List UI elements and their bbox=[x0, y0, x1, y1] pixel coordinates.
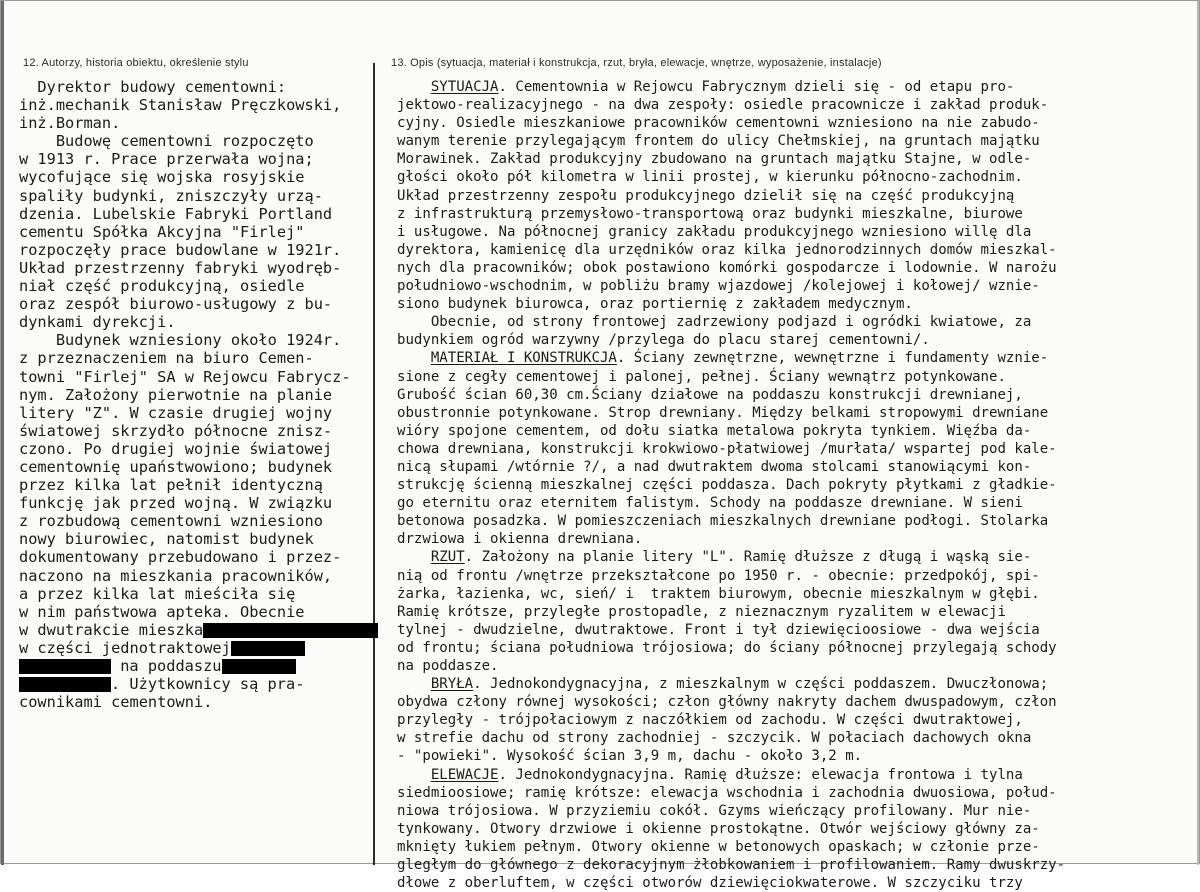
line-text: . Jednokondygnacyjna, z mieszkalnym w części poddaszem. Dwuczłonowa; bbox=[473, 676, 1049, 693]
text-line bbox=[397, 96, 1187, 114]
text-line bbox=[397, 766, 1187, 784]
text-line bbox=[19, 241, 371, 259]
line-text: siono budynek biurowca, oraz portiernię z zakładem medycznym. bbox=[397, 296, 913, 313]
text-line bbox=[19, 512, 371, 530]
line-text: w strefie dachu od strony zachodniej - szczycik. W połaciach dachowych okna bbox=[397, 730, 1032, 747]
text-line bbox=[397, 784, 1187, 802]
line-text: cementu Spółka Akcyjna "Firlej" bbox=[19, 222, 305, 241]
line-text: niał część produkcyjną, osiedle bbox=[19, 277, 305, 296]
text-line bbox=[397, 675, 1187, 693]
text-line bbox=[19, 621, 371, 639]
text-line bbox=[397, 856, 1187, 874]
text-line bbox=[397, 349, 1187, 367]
line-text: obydwa człony równej wysokości; człon główny nakryty dachem dwuspadowym, człon bbox=[397, 694, 1057, 711]
line-text: inż.Borman. bbox=[19, 114, 121, 133]
page-edge-right bbox=[1197, 1, 1199, 865]
text-line bbox=[397, 331, 1187, 349]
line-indent bbox=[397, 79, 431, 95]
line-text: dzenia. Lubelskie Fabryki Portland bbox=[19, 204, 333, 223]
line-text: dłowe z oberluftem, w części otworów dziewięciokwaterowe. W szczyciku trzy bbox=[397, 875, 1023, 892]
text-line bbox=[397, 187, 1187, 205]
line-text: funkcję jak przed wojną. W związku bbox=[19, 494, 333, 513]
line-text: dynkami dyrekcji. bbox=[19, 313, 176, 332]
text-line bbox=[397, 639, 1187, 657]
text-line bbox=[397, 241, 1187, 259]
text-line bbox=[397, 458, 1187, 476]
text-line bbox=[19, 277, 371, 295]
line-text: głości około pół kilometra w linii prostej, w kierunku północno-zachodnim. bbox=[397, 169, 1023, 186]
text-line bbox=[397, 874, 1187, 892]
text-line bbox=[397, 603, 1187, 621]
text-line bbox=[397, 132, 1187, 150]
line-text: . Założony na planie litery "L". Ramię dłuższe z długą i wąską sie- bbox=[464, 549, 1032, 566]
description-column bbox=[397, 78, 1187, 892]
text-line bbox=[397, 223, 1187, 241]
text-line bbox=[397, 386, 1187, 404]
text-line bbox=[397, 802, 1187, 820]
line-text: z infrastrukturą przemysłowo-transportową oraz budynki mieszkalne, biurowe bbox=[397, 205, 1023, 222]
section-13-header: 13. Opis (sytuacja, materiał i konstrukcja, rzut, bryła, elewacje, wnętrze, wyposażenie, instalacje) bbox=[391, 57, 882, 69]
line-text: cyjny. Osiedle mieszkaniowe pracowników cementowni wzniesiono na nie zabudo- bbox=[397, 115, 1040, 132]
line-text: w 1913 r. Prace przerwała wojna; bbox=[19, 150, 314, 169]
line-text: Ramię krótsze, przyległe prostopadle, z nieznacznym ryzalitem w elewacji bbox=[397, 603, 1006, 620]
text-line bbox=[397, 747, 1187, 765]
line-text: w części jednotraktowej bbox=[19, 638, 231, 657]
text-line bbox=[19, 295, 371, 313]
line-text: Układ przestrzenny zespołu produkcyjnego dzielił się na część produkcyjną bbox=[397, 187, 1015, 204]
line-text: rozpoczęły prace budowlane w 1921r. bbox=[19, 240, 342, 259]
text-line bbox=[19, 386, 371, 404]
line-text: nym. Założony pierwotnie na planie bbox=[19, 385, 333, 404]
text-line bbox=[397, 168, 1187, 186]
text-line bbox=[19, 639, 371, 657]
line-text: na poddasze. bbox=[397, 658, 499, 674]
line-text: drzwiowa i okienna drewniana. bbox=[397, 531, 643, 548]
text-line bbox=[397, 585, 1187, 603]
text-line bbox=[397, 838, 1187, 856]
text-line bbox=[19, 259, 371, 277]
line-text: wycofujące się wojska rosyjskie bbox=[19, 168, 305, 187]
line-text: niowa trójosiowa. W przyziemiu cokół. Gzyms wieńczący profilowany. Mur nie- bbox=[397, 802, 1032, 819]
line-indent bbox=[397, 549, 431, 565]
line-text: budynkiem ogród warzywny /przylega do placu starej cementowni/. bbox=[397, 332, 930, 349]
section-heading: SYTUACJA bbox=[430, 79, 499, 95]
line-text: cementownię upaństwowiono; budynek bbox=[19, 457, 333, 476]
line-text: Budowę cementowni rozpoczęto bbox=[19, 132, 314, 151]
text-line bbox=[19, 693, 371, 711]
text-line bbox=[397, 711, 1187, 729]
text-line bbox=[19, 114, 371, 132]
line-text: oraz zespół biurowo-usługowy z bu- bbox=[19, 295, 333, 314]
line-text: od frontu; ściana południowa trójosiowa; do ściany północnej przylegają schody bbox=[397, 639, 1057, 656]
line-text: Morawinek. Zakład produkcyjny zbudowano na gruntach majątku Stajne, w odle- bbox=[397, 151, 1032, 168]
text-line bbox=[397, 277, 1187, 295]
text-line bbox=[19, 603, 371, 621]
line-text: sione z cegły cementowej i palonej, pełnej. Ściany wewnątrz potynkowane. bbox=[397, 368, 1006, 385]
text-line bbox=[397, 78, 1187, 96]
line-text: towni "Firlej" SA w Rejowcu Fabrycz- bbox=[19, 367, 351, 386]
line-indent bbox=[397, 676, 431, 692]
redaction-bar bbox=[231, 641, 305, 656]
line-text: cownikami cementowni. bbox=[19, 693, 213, 712]
text-line bbox=[19, 96, 371, 114]
line-indent bbox=[397, 350, 431, 366]
line-text: dyrektora, kamienicę dla urzędników oraz kilka jednorodzinnych domów mieszkal- bbox=[397, 241, 1057, 258]
text-line bbox=[397, 820, 1187, 838]
text-line bbox=[397, 548, 1187, 566]
line-indent bbox=[397, 767, 431, 783]
line-text: czono. Po drugiej wojnie światowej bbox=[19, 439, 333, 458]
line-text: . Użytkownicy są pra- bbox=[111, 675, 305, 694]
text-line bbox=[19, 78, 371, 96]
text-line bbox=[19, 132, 371, 150]
line-text: z przeznaczeniem na biuro Cemen- bbox=[19, 349, 314, 368]
line-text: w nim państwowa apteka. Obecnie bbox=[19, 602, 305, 621]
line-text: mknięty łukiem pełnym. Otwory okienne w betonowych opaskach; w członie prze- bbox=[397, 838, 1040, 855]
line-text: południowo-wschodnim, w pobliżu bramy wjazdowej /kolejowej i kołowej/ wznie- bbox=[397, 278, 1040, 295]
text-line bbox=[19, 585, 371, 603]
line-text: i usługowe. Na północnej granicy zakładu produkcyjnego wzniesiono willę dla bbox=[397, 223, 1032, 240]
line-text: tylnej - dwudzielne, dwutraktowe. Front i tył dziewięcioosiowe - dwa wejścia bbox=[397, 621, 1040, 638]
redaction-bar bbox=[19, 659, 111, 674]
line-text: nicą słupami /wtórnie ?/, a nad dwutraktem dwoma stolcami stanowiącymi kon- bbox=[397, 458, 1032, 475]
line-text: nowy biurowiec, natomist budynek bbox=[19, 530, 314, 549]
line-text: Budynek wzniesiony około 1924r. bbox=[19, 331, 342, 350]
text-line bbox=[397, 404, 1187, 422]
text-line bbox=[19, 150, 371, 168]
line-text: chowa drewniana, konstrukcji krokwiowo-płatwiowej /murłata/ wspartej pod kale- bbox=[397, 440, 1057, 457]
line-text: z rozbudową cementowni wzniesiono bbox=[19, 512, 323, 531]
line-text: obustronnie potynkowane. Strop drewniany. Między belkami stropowymi drewniane bbox=[397, 404, 1049, 421]
text-line bbox=[19, 458, 371, 476]
text-line bbox=[397, 259, 1187, 277]
text-line bbox=[19, 422, 371, 440]
line-text: Obecnie, od strony frontowej zadrzewiony podjazd i ogródki kwiatowe, za bbox=[397, 314, 1032, 331]
text-line bbox=[397, 150, 1187, 168]
text-line bbox=[397, 313, 1187, 331]
line-text: a przez kilka lat mieściła się bbox=[19, 584, 296, 603]
line-text: przyległy - trójpołaciowym z naczółkiem od zachodu. W części dwutraktowej, bbox=[397, 712, 1023, 729]
text-line bbox=[397, 295, 1187, 313]
text-line bbox=[19, 205, 371, 223]
text-line bbox=[19, 404, 371, 422]
line-text: nią od frontu /wnętrze przekształcone po 1950 r. - obecnie: przedpokój, spi- bbox=[397, 567, 1040, 584]
line-text: strukcję ścienną mieszkalnej części poddasza. Dach pokryty płytkami z gładkie- bbox=[397, 477, 1057, 494]
line-text: siedmioosiowe; ramię krótsze: elewacja wschodnia i zachodnia dwuosiowa, połud- bbox=[397, 784, 1057, 801]
text-line bbox=[397, 494, 1187, 512]
section-heading: BRYŁA bbox=[430, 676, 474, 693]
line-text: inż.mechanik Stanisław Pręczkowski, bbox=[19, 96, 342, 115]
line-text: litery "Z". W czasie drugiej wojny bbox=[19, 403, 333, 422]
text-line bbox=[19, 657, 371, 675]
text-line bbox=[397, 440, 1187, 458]
text-line bbox=[19, 313, 371, 331]
column-divider bbox=[373, 63, 375, 865]
section-12-header: 12. Autorzy, historia obiektu, określenie stylu bbox=[23, 57, 249, 69]
text-line bbox=[19, 494, 371, 512]
text-line bbox=[19, 223, 371, 241]
text-line bbox=[19, 476, 371, 494]
line-text: Układ przestrzenny fabryki wyodręb- bbox=[19, 258, 342, 277]
text-line bbox=[397, 205, 1187, 223]
line-text: . Jednokondygnacyjna. Ramię dłuższe: elewacja frontowa i tylna bbox=[498, 766, 1023, 783]
line-text: betonowa posadzka. W pomieszczeniach mieszkalnych drewniane podłogi. Stolarka bbox=[397, 513, 1049, 530]
text-line bbox=[19, 187, 371, 205]
line-text: światowej skrzydło północne znisz- bbox=[19, 421, 333, 440]
line-text: naczono na mieszkania pracowników, bbox=[19, 566, 333, 585]
text-line bbox=[397, 114, 1187, 132]
line-text: - "powieki". Wysokość ścian 3,9 m, dachu - około 3,2 m. bbox=[397, 748, 863, 765]
text-line bbox=[19, 440, 371, 458]
line-text: w dwutrakcie mieszka bbox=[19, 620, 204, 639]
line-text: gległym do głównego z dekoracyjnym żłobkowaniem i profilowaniem. Ramy dwuskrzy- bbox=[397, 857, 1066, 874]
text-line bbox=[397, 368, 1187, 386]
line-text: go eternitu oraz eternitem falistym. Schody na poddasze drewniane. W sieni bbox=[397, 495, 1023, 512]
line-text: Grubość ścian 60,30 cm.Ściany działowe na poddaszu konstrukcji drewnianej, bbox=[397, 386, 1023, 403]
history-column bbox=[19, 78, 371, 711]
line-text: przez kilka lat pełnił identyczną bbox=[19, 476, 323, 495]
text-line bbox=[397, 729, 1187, 747]
line-text: tynkowany. Otwory drzwiowe i okienne prostokątne. Otwór wejściowy główny za- bbox=[397, 820, 1040, 837]
line-text: . Cementownia w Rejowcu Fabrycznym dzieli się - od etapu pro- bbox=[498, 79, 1015, 95]
line-text: spaliły budynki, zniszczyły urzą- bbox=[19, 186, 323, 205]
section-heading: RZUT bbox=[430, 549, 465, 566]
redaction-bar bbox=[19, 677, 111, 692]
text-line bbox=[19, 168, 371, 186]
redaction-bar bbox=[222, 659, 296, 674]
text-line bbox=[397, 693, 1187, 711]
text-line bbox=[19, 530, 371, 548]
page-edge-left bbox=[1, 1, 4, 865]
line-text: dokumentowany przebudowano i przez- bbox=[19, 548, 342, 567]
text-line bbox=[397, 530, 1187, 548]
text-line bbox=[19, 548, 371, 566]
text-line bbox=[19, 368, 371, 386]
text-line bbox=[19, 331, 371, 349]
redaction-bar bbox=[203, 623, 378, 638]
text-line bbox=[397, 567, 1187, 585]
line-text: Dyrektor budowy cementowni: bbox=[19, 78, 287, 96]
line-text: nych dla pracowników; obok postawiono komórki gospodarcze i lodownie. W narożu bbox=[397, 259, 1057, 276]
line-text: . Ściany zewnętrzne, wewnętrzne i fundamenty wznie- bbox=[616, 350, 1049, 367]
text-line bbox=[19, 349, 371, 367]
text-line bbox=[19, 675, 371, 693]
text-line bbox=[397, 657, 1187, 675]
line-text: żarka, łazienka, wc, sień/ i traktem biurowym, obecnie mieszkalnym w głębi. bbox=[397, 585, 1040, 602]
text-line bbox=[397, 476, 1187, 494]
line-text: wanym terenie przylegającym frontem do ulicy Chełmskiej, na gruntach majątku bbox=[397, 133, 1040, 150]
text-line bbox=[397, 422, 1187, 440]
section-heading: ELEWACJE bbox=[430, 766, 499, 783]
line-text: wióry spojone cementem, od dołu siatka metalowa pokryta tynkiem. Więźba da- bbox=[397, 422, 1032, 439]
text-line bbox=[19, 567, 371, 585]
text-line bbox=[397, 621, 1187, 639]
section-heading: MATERIAŁ I KONSTRUKCJA bbox=[430, 350, 617, 367]
line-text: na poddaszu bbox=[111, 657, 222, 675]
text-line bbox=[397, 512, 1187, 530]
line-text: jektowo-realizacyjnego - na dwa zespoły: osiedle pracownicze i zakład produk- bbox=[397, 97, 1049, 114]
